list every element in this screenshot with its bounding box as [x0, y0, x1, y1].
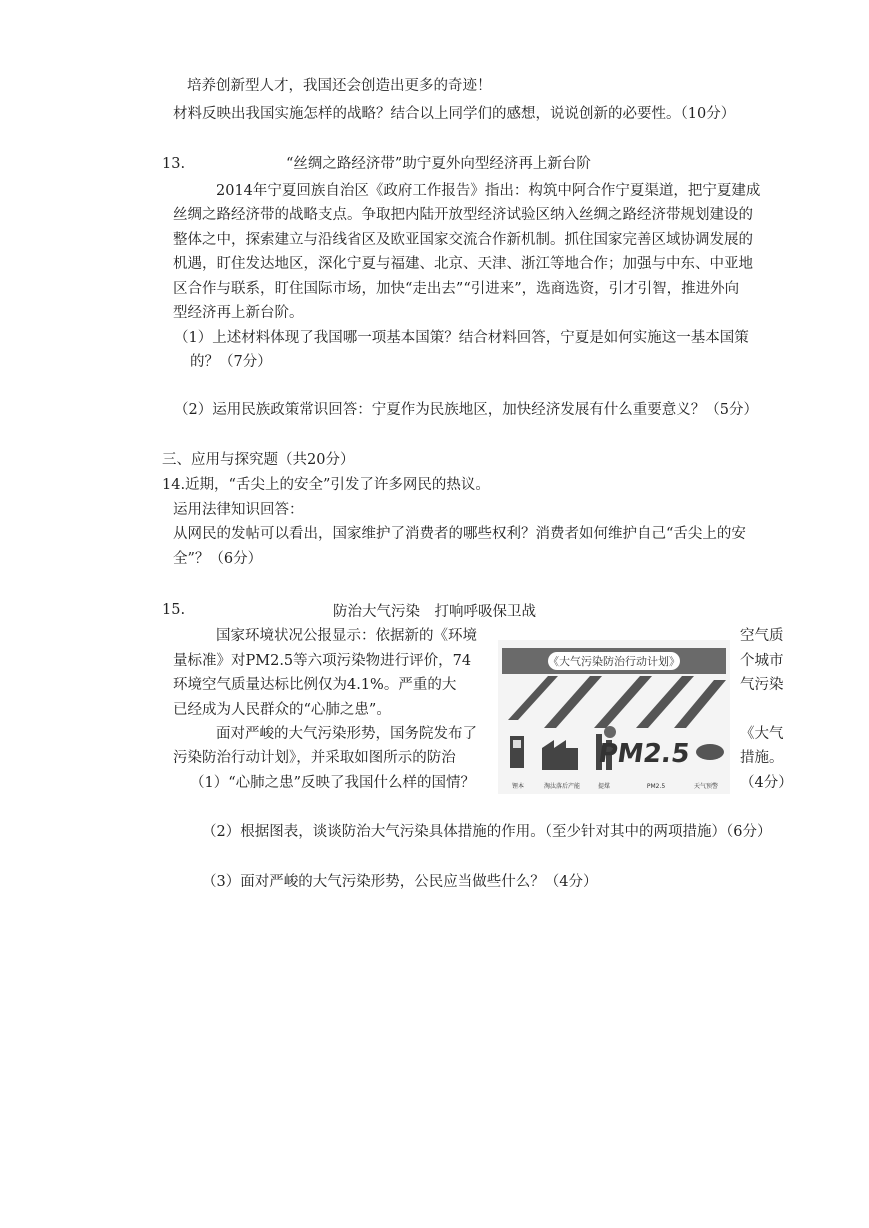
q14-line: 全”？（6分）: [173, 551, 263, 567]
q15-right-line: 空气质: [740, 628, 784, 644]
q15-right-line: 气污染: [740, 677, 784, 693]
q13-para-line: 型经济再上新台阶。: [173, 305, 304, 321]
q13-para-line: 2014年宁夏回族自治区《政府工作报告》指出：构筑中阿合作宁夏渠道，把宁夏建成: [216, 183, 761, 199]
q15-right-line: 《大气: [740, 726, 784, 742]
poster-label: 提煤: [597, 783, 611, 790]
q15-sub3: （3）面对严峻的大气污染形势，公民应当做些什么？（4分）: [202, 874, 598, 890]
q15-number: 15.: [162, 602, 186, 618]
q15-title: 防治大气污染 打响呼吸保卫战: [333, 604, 536, 620]
section3-heading: 三、应用与探究题（共20分）: [162, 452, 355, 468]
q13-sub1-line: （1）上述材料体现了我国哪一项基本国策？结合材料回答，宁夏是如何实施这一基本国策: [174, 330, 749, 346]
q15-sub2: （2）根据图表，谈谈防治大气污染具体措施的作用。（至少针对其中的两项措施）（6分）: [202, 824, 772, 840]
q14-line: 从网民的发帖可以看出，国家维护了消费者的哪些权利？消费者如何维护自己“舌尖上的安: [173, 526, 746, 542]
q13-title: “丝绸之路经济带”助宁夏外向型经济再上新台阶: [286, 156, 591, 172]
q14-line: 14.近期，“舌尖上的安全”引发了许多网民的热议。: [162, 477, 490, 493]
q13-sub2: （2）运用民族政策常识回答：宁夏作为民族地区，加快经济发展有什么重要意义？（5分）: [174, 402, 758, 418]
q15-sub1: （1）“心肺之患”反映了我国什么样的国情？: [190, 775, 476, 791]
q15-right-line: 措施。: [740, 750, 784, 766]
intro-question: 材料反映出我国实施怎样的战略？结合以上同学们的感想，说说创新的必要性。（10分）: [173, 106, 736, 122]
q13-para-line: 机遇，盯住发达地区，深化宁夏与福建、北京、天津、浙江等地合作；加强与中东、中亚地: [173, 256, 753, 272]
q13-sub1-line: 的？（7分）: [190, 354, 272, 370]
q15-right-line: （4分）: [740, 775, 793, 791]
q13-para-line: 区合作与联系，盯住国际市场，加快“走出去”“引进来”，选商选资，引才引智，推进外向: [173, 281, 740, 297]
q13-number: 13.: [162, 156, 186, 172]
poster-label: 淘汰落后产能: [543, 783, 581, 790]
q15-left-line: 量标准》对PM2.5等六项污染物进行评价，74: [173, 653, 472, 669]
poster-banner: 《大气污染防治行动计划》: [548, 655, 680, 668]
q15-left-line: 已经成为人民群众的“心肺之患”。: [173, 702, 391, 718]
intro-line-1: 培养创新型人才，我国还会创造出更多的奇迹！: [187, 78, 492, 94]
q13-para-line: 丝绸之路经济带的战略支点。争取把内陆开放型经济试验区纳入丝绸之路经济带规划建设的: [173, 207, 753, 223]
poster-label: 锂本: [511, 783, 525, 790]
poster-label: PM2.5: [646, 783, 666, 790]
q15-right-line: 个城市: [740, 653, 784, 669]
q14-line: 运用法律知识回答：: [173, 502, 304, 518]
q15-left-line: 国家环境状况公报显示：依据新的《环境: [216, 628, 477, 644]
poster-pm-text: PM2.5: [596, 739, 692, 769]
q13-para-line: 整体之中，探索建立与沿线省区及欧亚国家交流合作新机制。抓住国家完善区域协调发展的: [173, 232, 753, 248]
q15-left-line: 污染防治行动计划》，并采取如图所示的防治: [173, 750, 456, 766]
q15-left-line: 环境空气质量达标比例仅为4.1%。严重的大: [173, 677, 457, 693]
q15-left-line: 面对严峻的大气污染形势，国务院发布了: [216, 726, 477, 742]
air-pollution-poster: [498, 640, 730, 794]
poster-label: 天气预警: [693, 783, 719, 790]
